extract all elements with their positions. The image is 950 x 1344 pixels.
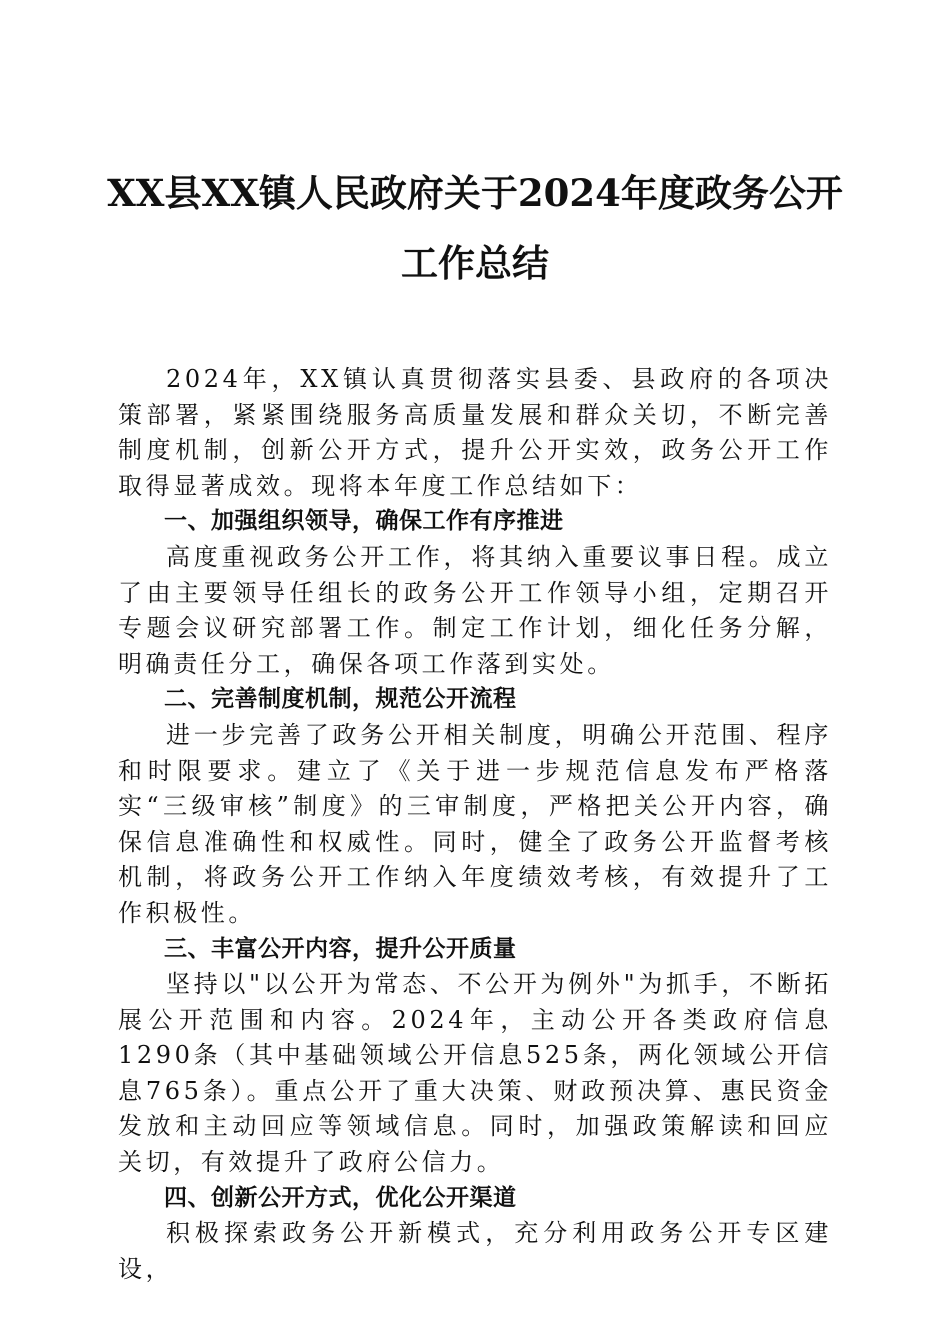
document-title-line-1: XX县XX镇人民政府关于2024年度政务公开 (107, 171, 843, 215)
section-2-paragraph: 进一步完善了政务公开相关制度，明确公开范围、程序和时限要求。建立了《关于进一步规范信息发布严格落实“三级审核”制度》的三审制度，严格把关公开内容，确保信息准确性和权威性。同时，健全了政务公开监督考核机制，将政务公开工作纳入年度绩效考核，有效提升了工作积极性。 (118, 720, 832, 927)
section-3-heading: 三、丰富公开内容，提升公开质量 (164, 935, 517, 962)
section-4-heading: 四、创新公开方式，优化公开渠道 (164, 1184, 517, 1211)
section-2-heading: 二、完善制度机制，规范公开流程 (164, 686, 517, 713)
document-body (118, 362, 832, 1287)
section-4-paragraph: 积极探索政务公开新模式，充分利用政务公开专区建设， (118, 1219, 832, 1283)
section-1-heading: 一、加强组织领导，确保工作有序推进 (164, 508, 564, 535)
intro-paragraph: 2024年，XX镇认真贯彻落实县委、县政府的各项决策部署，紧紧围绕服务高质量发展和群众关切，不断完善制度机制，创新公开方式，提升公开实效，政务公开工作取得显著成效。现将本年度工作总结如下： (118, 365, 832, 500)
section-1-paragraph: 高度重视政务公开工作，将其纳入重要议事日程。成立了由主要领导任组长的政务公开工作领导小组，定期召开专题会议研究部署工作。制定工作计划，细化任务分解，明确责任分工，确保各项工作落到实处。 (118, 542, 832, 678)
document-title-line-2: 工作总结 (401, 241, 549, 285)
section-3-paragraph: 坚持以"以公开为常态、不公开为例外"为抓手，不断拓展公开范围和内容。2024年，主动公开各类政府信息1290条（其中基础领域公开信息525条，两化领域公开信息765条）。重点公开了重大决策、财政预决算、惠民资金发放和主动回应等领域信息。同时，加强政策解读和回应关切，有效提升了政府公信力。 (118, 970, 832, 1177)
